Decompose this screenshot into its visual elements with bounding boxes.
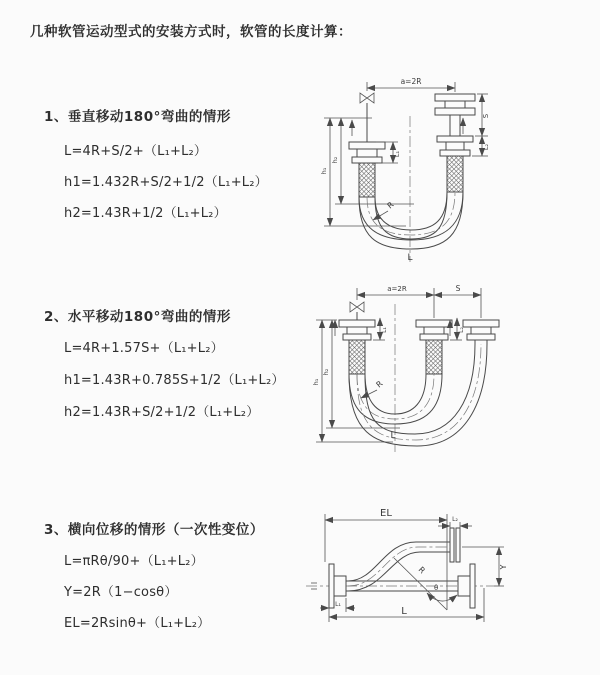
middle-flange-fitting [416,320,452,374]
braid-section [349,340,365,374]
right-flange-fitting [435,94,475,192]
radius-callout [361,379,385,398]
section-2-heading-text: 水平移动180°弯曲的情形 [67,309,231,325]
dim-label-l1: L₁ [393,150,401,158]
page-title: 几种软管运动型式的安装方式时，软管的长度计算： [30,24,352,40]
dim-label-y: Y [499,564,508,570]
section-3-formula-L: L=πRθ/90+（L₁+L₂） [64,554,204,569]
dimension-s [434,284,481,295]
section-2-number: 2、 [44,309,68,325]
hose-curves [359,192,463,249]
left-flange-fitting [349,142,385,197]
section-2-formula-h1: h1=1.43R+0.785S+1/2（L₁+L₂） [64,373,285,388]
dim-label-a2r: a=2R [387,285,407,293]
dim-label-el: EL [380,508,392,519]
dim-label-h1: h₁ [320,167,328,175]
section-3-formula-EL: EL=2Rsinθ+（L₁+L₂） [64,616,211,631]
dimension-a2r [367,77,455,92]
dimension-a2r [357,285,481,318]
dim-label-l2: L₂ [452,516,458,523]
dim-label-l1: L₁ [381,327,388,333]
left-flange-fitting [339,320,375,374]
section-2-heading [44,305,231,325]
dim-label-h1: h₁ [312,378,320,386]
braid-section [447,156,463,192]
section-2-formula-h2: h2=1.43R+S/2+1/2（L₁+L₂） [64,405,260,420]
dim-label-l2: L₂ [458,327,465,333]
section-1-heading-text: 垂直移动180°弯曲的情形 [67,109,231,125]
section-3-number: 3、 [44,522,68,538]
valve-icon [350,302,364,320]
dim-label-l: L [390,431,396,441]
dim-label-h2: h₂ [322,368,330,376]
right-lower-flange-fitting [458,564,475,608]
dim-label-a2r: a=2R [400,77,422,86]
section-1-number: 1、 [44,109,68,125]
dim-label-h2: h₂ [331,156,339,164]
upper-right-flange-fitting [450,528,460,562]
section-1-formula-h2: h2=1.43R+1/2（L₁+L₂） [64,206,227,221]
hose-curves [349,344,487,446]
dim-label-r: R [374,379,385,390]
dim-label-theta: θ [434,584,439,592]
dimension-l2 [472,136,490,156]
right-flange-fitting [463,320,499,344]
braid-section [359,163,375,197]
section-2-formula-L: L=4R+1.57S+（L₁+L₂） [64,341,224,356]
section-1-formula-h1: h1=1.432R+S/2+1/2（L₁+L₂） [64,175,268,190]
dimension-s [475,94,490,136]
dim-label-l2: L₂ [482,143,490,151]
dim-label-l: L [401,606,407,617]
diagram-horizontal-180-bend [305,280,600,460]
dimension-l1-bottom [320,598,355,612]
diagram-vertical-180-bend [310,70,595,265]
dim-label-l1: L₁ [335,601,341,608]
section-3-heading [44,518,264,538]
dim-label-l: L [407,253,413,263]
valve-icon [360,93,374,142]
section-1-formula-L: L=4R+S/2+（L₁+L₂） [64,144,208,159]
dimension-el [325,508,447,562]
dim-label-r: R [385,200,396,211]
braid-section [426,340,442,374]
dim-label-r: R [416,565,427,576]
section-3-formula-Y: Y=2R（1−cosθ） [64,585,178,600]
section-1-heading [44,105,231,125]
dimension-l2-top [438,516,472,530]
dim-label-s: S [455,284,461,293]
angle-construction [394,514,457,610]
diagram-lateral-displacement [298,500,598,655]
section-3-heading-text: 横向位移的情形（一次性变位） [67,522,264,538]
dim-label-s: S [482,113,490,119]
